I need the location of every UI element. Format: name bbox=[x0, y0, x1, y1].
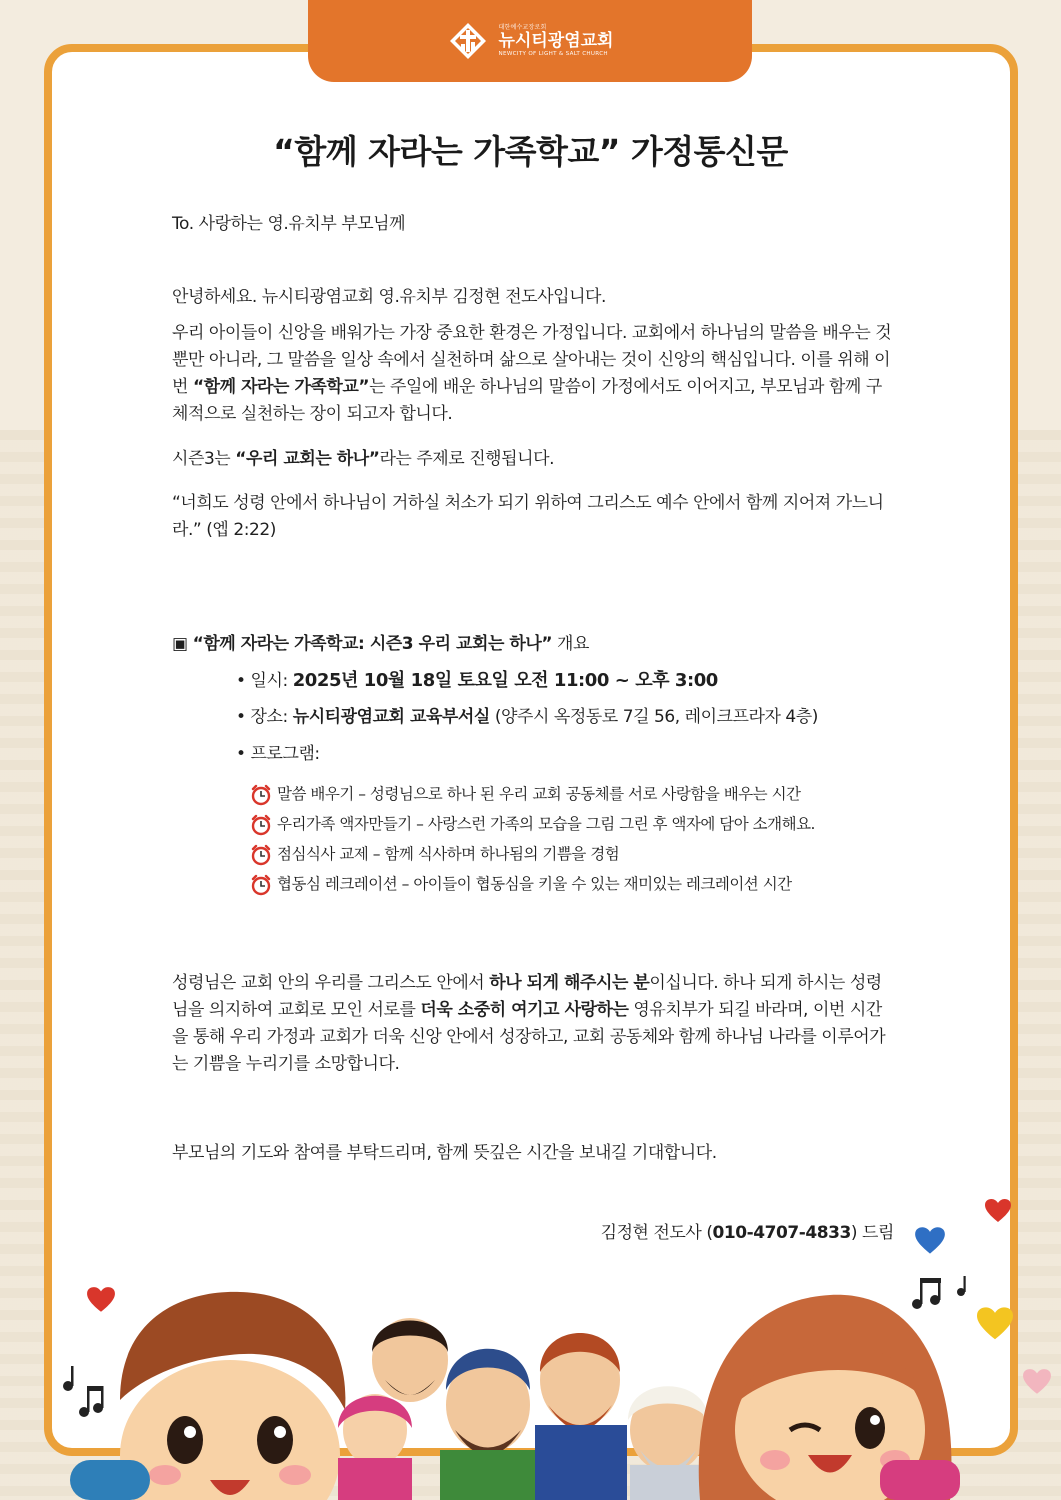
alarm-clock-icon bbox=[250, 844, 272, 866]
alarm-clock-icon bbox=[250, 784, 272, 806]
church-name: 뉴시티광염교회 bbox=[498, 30, 614, 51]
greeting-to: To. 사랑하는 영.유치부 부모님께 bbox=[172, 214, 406, 234]
program-entry bbox=[250, 841, 619, 868]
program-item: • 프로그램: bbox=[236, 744, 320, 764]
theme-prefix: 시즌3는 bbox=[172, 449, 236, 469]
purpose-text-1: 우리 아이들이 신앙을 배워가는 가장 중요한 환경은 가정입니다. 교회에서 하나님의 말씀을 배우는 것뿐만 아니라, 그 말씀을 일상 속에서 실천하며 삶으로 살아내는 것이 신앙의 핵심입니다. 이를 위해 이번 bbox=[172, 323, 892, 397]
signature-prefix: 김정현 전도사 ( bbox=[600, 1223, 713, 1243]
program-text: 우리가족 액자만들기 – 사랑스런 가족의 모습을 그림 그린 후 액자에 담아 소개해요. bbox=[277, 815, 815, 833]
org-name: 대한예수교장로회 bbox=[498, 23, 547, 31]
program-text: 말씀 배우기 – 성령님으로 하나 된 우리 교회 공동체를 서로 사랑함을 배우는 시간 bbox=[277, 785, 801, 803]
page-title: “함께 자라는 가족학교” 가정통신문 bbox=[273, 132, 788, 171]
church-english-name: NEWCITY OF LIGHT & SALT CHURCH bbox=[498, 50, 608, 57]
boy-character bbox=[70, 1292, 345, 1500]
closing-bold-2: 더욱 소중히 여기고 사랑하는 bbox=[420, 1000, 629, 1020]
purpose-bold-title: “함께 자라는 가족학교” bbox=[192, 377, 370, 397]
overview-marker: ▣ bbox=[172, 634, 188, 654]
theme-paragraph bbox=[172, 446, 894, 473]
alarm-clock-icon bbox=[250, 814, 272, 836]
alarm-clock-icon bbox=[250, 874, 272, 896]
date-label: • 일시: bbox=[236, 671, 293, 691]
heart-icon bbox=[914, 1226, 946, 1256]
program-entry bbox=[250, 811, 815, 838]
overview-bold-title: “함께 자라는 가족학교: 시즌3 우리 교회는 하나” bbox=[192, 634, 553, 654]
closing-text-3: 영유치부가 되길 바라며, 이번 시간을 통해 우리 가정과 교회가 더욱 신앙 안에서 성장하고, 교회 공동체와 함께 하나님 나라를 이루어가는 기쁨을 누리기를 소망합니다. bbox=[172, 1000, 886, 1074]
people-group bbox=[338, 1318, 708, 1500]
closing-text-1: 성령님은 교회 안의 우리를 그리스도 안에서 bbox=[172, 973, 490, 993]
place-value: 뉴시티광염교회 교육부서실 bbox=[292, 707, 490, 727]
bible-verse: “너희도 성령 안에서 하나님이 거하실 처소가 되기 위하여 그리스도 예수 안에서 함께 지어져 가느니라.” (엡 2:22) bbox=[172, 493, 884, 540]
heart-icon bbox=[984, 1198, 1012, 1224]
place-address: (양주시 옥정동로 7길 56, 레이크프라자 4층) bbox=[489, 707, 818, 727]
date-item bbox=[236, 667, 718, 695]
church-cross-icon bbox=[447, 20, 489, 62]
theme-suffix: 라는 주제로 진행됩니다. bbox=[379, 449, 555, 469]
closing-text-2: 이십니다. 하나 되게 하시는 성령님을 의지하여 교회로 모인 서로를 bbox=[172, 973, 882, 1020]
signature bbox=[601, 1220, 894, 1247]
place-item bbox=[236, 704, 818, 731]
church-logo-text bbox=[499, 25, 614, 58]
closing-paragraph bbox=[172, 970, 894, 1078]
purpose-paragraph bbox=[172, 320, 894, 428]
children-illustration bbox=[0, 1280, 1061, 1500]
place-label: • 장소: bbox=[236, 707, 293, 727]
date-value: 2025년 10월 18일 토요일 오전 11:00 ~ 오후 3:00 bbox=[292, 670, 718, 691]
header-tab bbox=[308, 0, 752, 82]
purpose-text-2: 는 주일에 배운 하나님의 말씀이 가정에서도 이어지고, 부모님과 함께 구체적으로 실천하는 장이 되고자 합니다. bbox=[172, 377, 882, 424]
theme-bold: “우리 교회는 하나” bbox=[235, 449, 380, 469]
program-entry bbox=[250, 781, 801, 808]
overview-suffix: 개요 bbox=[552, 634, 589, 654]
signature-suffix: ) 드림 bbox=[850, 1223, 894, 1243]
girl-character bbox=[699, 1295, 960, 1500]
closing-bold-1: 하나 되게 해주시는 분 bbox=[489, 973, 650, 993]
program-text: 협동심 레크레이션 – 아이들이 협동심을 키울 수 있는 재미있는 레크레이션 시간 bbox=[277, 875, 792, 893]
program-entry bbox=[250, 871, 792, 898]
request-paragraph: 부모님의 기도와 참여를 부탁드리며, 함께 뜻깊은 시간을 보내길 기대합니다. bbox=[172, 1143, 717, 1163]
program-text: 점심식사 교제 – 함께 식사하며 하나됨의 기쁨을 경험 bbox=[277, 845, 620, 863]
intro-paragraph: 안녕하세요. 뉴시티광염교회 영.유치부 김정현 전도사입니다. bbox=[172, 287, 606, 307]
overview-heading bbox=[172, 631, 589, 658]
signature-phone: 010-4707-4833 bbox=[712, 1223, 851, 1243]
